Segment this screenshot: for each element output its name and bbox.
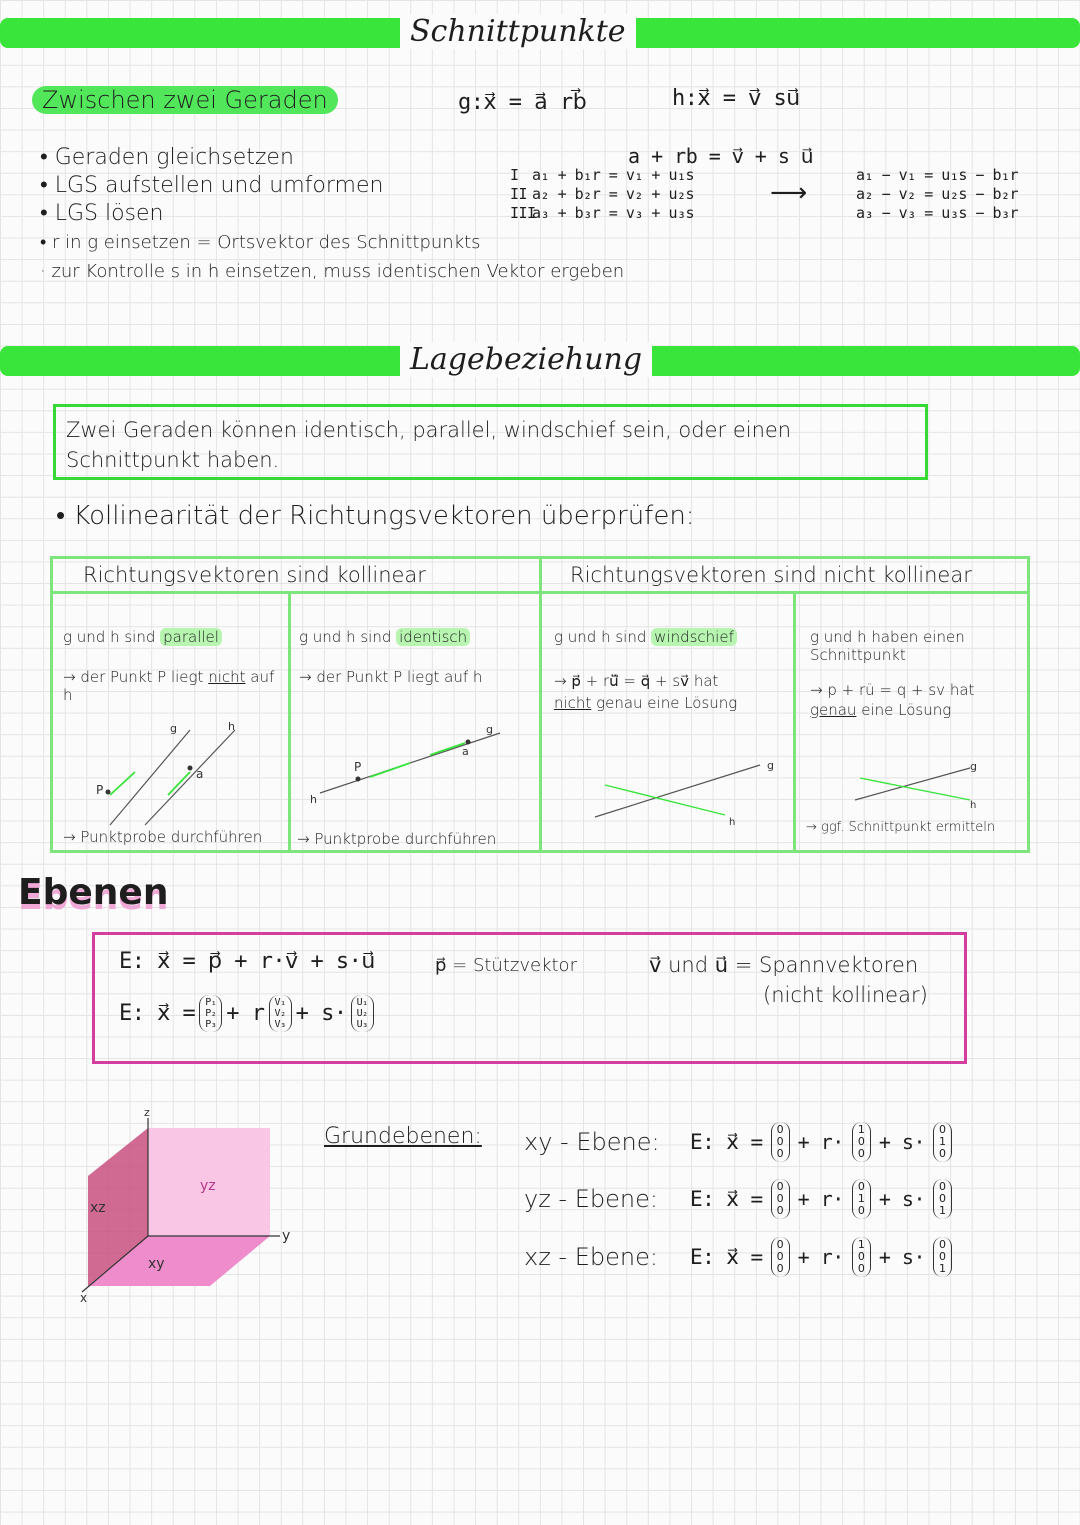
cell-schnittpunkt-note: → p + rü = q + sv hat genau eine Lösung <box>810 681 975 719</box>
rearranged-system <box>856 166 1018 223</box>
lgs-row: I a₁ + b₁r = v₁ + u₁s <box>510 166 695 184</box>
cell-parallel-foot: → Punktprobe durchführen <box>63 828 263 846</box>
rearranged-row: a₁ − v₁ = u₁s − b₁r <box>856 166 1019 184</box>
cell-identisch-foot: → Punktprobe durchführen <box>297 830 497 848</box>
header-kollinear: Richtungsvektoren sind kollinear <box>50 556 542 594</box>
vector-arrow <box>370 763 410 777</box>
grundebenen-label: Grundebenen: <box>324 1124 482 1149</box>
plane-eq: E: x⃗ = <box>690 1130 763 1154</box>
vector-arrow <box>430 743 465 755</box>
label-p: P <box>96 783 104 797</box>
cell-parallel-title: g und h sind parallel <box>63 628 278 646</box>
h-definition: h:x⃗ = v⃗ su⃗ <box>672 86 800 111</box>
line-g <box>110 730 190 825</box>
line-g <box>855 768 970 800</box>
coordinate-system-diagram <box>80 1106 300 1308</box>
line-h <box>860 778 970 800</box>
info-text: Zwei Geraden können identisch, parallel, windschief sein, oder einen Schnittpunkt haben. <box>66 418 792 472</box>
label-axis-y: y <box>282 1228 291 1244</box>
cell-identisch-note: → der Punkt P liegt auf h <box>299 668 483 686</box>
grundebene-row: yz - Ebene: E: x⃗ = 0 0 0 + r· 0 1 0 + s· 0 0 1 <box>524 1170 952 1228</box>
point-p <box>106 790 111 795</box>
step-item: · zur Kontrolle s in h einsetzen, muss identischen Vektor ergeben <box>40 261 625 282</box>
vector-arrow <box>110 772 135 795</box>
cell-schnittpunkt-title: g und h haben einen Schnittpunkt <box>810 628 965 664</box>
label-plane-yz: yz <box>200 1178 216 1194</box>
label-plane-xy: xy <box>148 1256 165 1272</box>
info-box <box>53 404 928 480</box>
step-item: • LGS aufstellen und umformen <box>40 173 384 198</box>
label-g: g <box>486 723 493 736</box>
cell-windschief-title: g und h sind windschief <box>554 628 783 646</box>
rearranged-row: a₂ − v₂ = u₂s − b₂r <box>856 185 1019 203</box>
step-item: • r in g einsetzen = Ortsvektor des Schnittpunkts <box>40 232 481 253</box>
vector-p: P₁ P₂ P₃ <box>199 995 222 1032</box>
grundebene-row: xy - Ebene: E: x⃗ = 0 0 0 + r· 1 0 0 + s· 0 1 0 <box>524 1114 952 1170</box>
vector-b: 1 0 0 <box>852 1237 871 1277</box>
header-nicht-kollinear: Richtungsvektoren sind nicht kollinear <box>539 556 1030 594</box>
plane-name: xz - Ebene: <box>524 1243 658 1271</box>
section-title-ebenen: Ebenen <box>18 872 169 913</box>
vector-c: 0 1 0 <box>933 1122 952 1162</box>
step-item: • LGS lösen <box>40 201 164 226</box>
label-h: h <box>729 817 736 828</box>
lgs-system <box>510 166 694 223</box>
plane-eq: E: x⃗ = <box>690 1245 763 1269</box>
vector-arrow <box>168 772 190 795</box>
equation-head: a + rb = v⃗ + s u⃗ <box>628 144 814 168</box>
line-h <box>145 730 235 825</box>
plane-name: yz - Ebene: <box>524 1185 658 1213</box>
label-g: g <box>970 760 977 773</box>
eq2-prefix: E: x⃗ = <box>119 1001 196 1026</box>
vector-a: 0 0 0 <box>771 1179 790 1219</box>
plane-equation-2 <box>119 995 374 1032</box>
label-g: g <box>170 722 177 735</box>
cell-schnittpunkt-foot: → ggf. Schnittpunkt ermitteln <box>806 820 996 835</box>
label-axis-x: x <box>80 1291 88 1305</box>
diagram-windschief <box>545 755 795 845</box>
label-h: h <box>310 793 317 806</box>
label-h: h <box>970 800 977 811</box>
plane-eq: E: x⃗ = <box>690 1187 763 1211</box>
label-plane-xz: xz <box>90 1200 106 1216</box>
check-line: • Kollinearität der Richtungsvektoren überprüfen: <box>56 501 695 531</box>
line-g <box>595 765 760 817</box>
diagram-schnittpunkt <box>800 760 1030 820</box>
label-axis-z: z <box>144 1106 150 1119</box>
cell-identisch-title: g und h sind identisch <box>299 628 529 646</box>
arrow-rearrange: ⟶ <box>770 178 808 208</box>
g-definition: g:x⃗ = a⃗ rb⃗ <box>458 90 587 115</box>
point-a <box>188 766 193 771</box>
label-h: h <box>228 720 235 733</box>
step-item: • Geraden gleichsetzen <box>40 145 294 170</box>
lgs-row: II a₂ + b₂r = v₂ + u₂s <box>510 185 695 203</box>
point-a <box>466 740 471 745</box>
subtitle-text: Zwischen zwei Geraden <box>32 86 338 114</box>
vector-v: V₁ V₂ V₃ <box>269 995 292 1032</box>
vector-b: 0 1 0 <box>852 1179 871 1219</box>
diagram-parallel <box>50 710 290 840</box>
section-title-lagebeziehung: Lagebeziehung <box>400 342 652 377</box>
rearranged-row: a₃ − v₃ = u₃s − b₃r <box>856 204 1019 222</box>
label-a: a <box>196 767 204 781</box>
cell-parallel-note: → der Punkt P liegt nicht auf h <box>63 668 275 704</box>
point-p <box>356 777 361 782</box>
spannvektoren-note: (nicht kollinear) <box>763 983 928 1007</box>
vector-a: 0 0 0 <box>771 1122 790 1162</box>
diagram-identisch <box>290 715 540 835</box>
plane-name: xy - Ebene: <box>524 1128 660 1156</box>
vector-c: 0 0 1 <box>933 1237 952 1277</box>
lgs-row: IIIa₃ + b₃r = v₃ + u₃s <box>510 204 695 222</box>
label-g: g <box>767 759 774 772</box>
subtitle-zwischen-geraden <box>32 86 338 114</box>
eq2-r: + r <box>226 1001 265 1026</box>
plane-equation-1: E: x⃗ = p⃗ + r·v⃗ + s·u⃗ <box>119 949 375 974</box>
vector-c: 0 0 1 <box>933 1179 952 1219</box>
stuetzvektor-label: p⃗ = Stützvektor <box>435 955 577 976</box>
grundebenen-list <box>524 1114 952 1286</box>
line-h <box>605 785 725 815</box>
spannvektoren-label: v⃗ und u⃗ = Spannvektoren <box>649 953 919 977</box>
vector-u: U₁ U₂ U₃ <box>351 995 374 1032</box>
label-p: P <box>354 760 362 774</box>
section-title-schnittpunkte: Schnittpunkte <box>400 14 636 49</box>
vector-a: 0 0 0 <box>771 1237 790 1277</box>
eq2-s: + s· <box>295 1001 347 1026</box>
label-a: a <box>462 745 469 758</box>
plane-equation-box <box>92 932 967 1064</box>
vector-b: 1 0 0 <box>852 1122 871 1162</box>
cell-windschief-note: → p⃗ + rü⃗ = q⃗ + sv⃗ hat nicht genau eine Lösung <box>554 672 738 712</box>
grundebene-row: xz - Ebene: E: x⃗ = 0 0 0 + r· 1 0 0 + s· 0 0 1 <box>524 1228 952 1286</box>
